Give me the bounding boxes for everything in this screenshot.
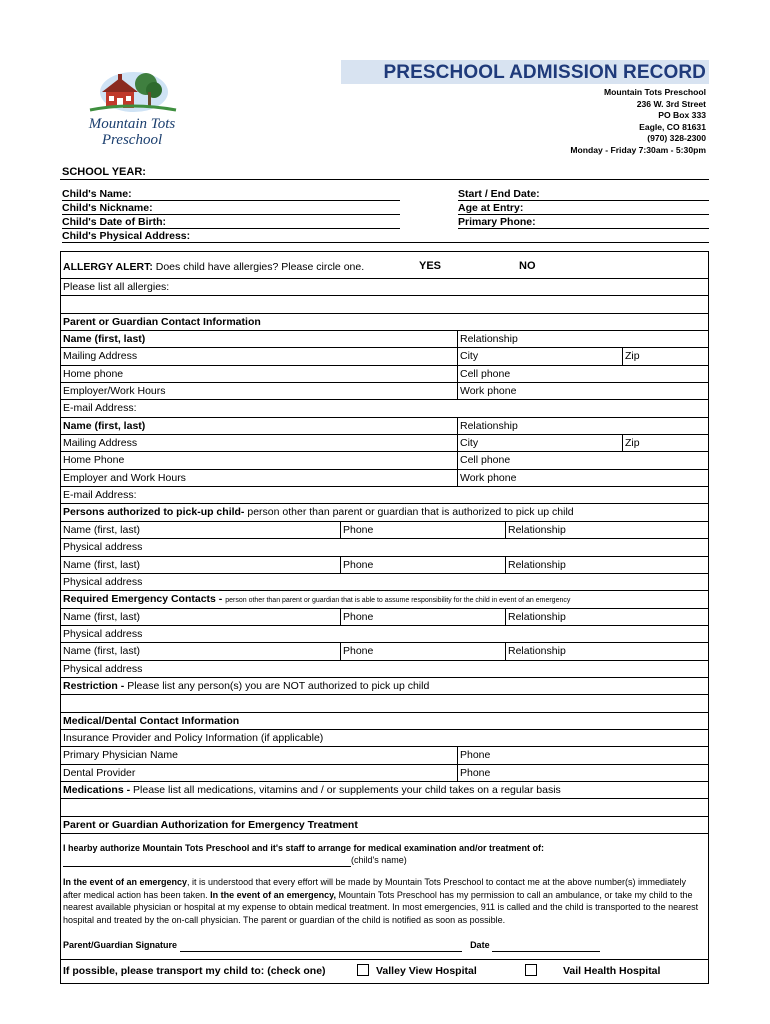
transport-row — [61, 960, 708, 983]
pickup1-address-label: Physical address — [63, 541, 143, 554]
medical-heading-row — [61, 713, 708, 730]
authorization-text-row — [61, 834, 708, 960]
physician-phone-label: Phone — [457, 747, 708, 763]
allergy-list-row[interactable] — [61, 279, 708, 296]
signature-label: Parent/Guardian Signature — [63, 940, 178, 950]
vail-health-label: Vail Health Hospital — [563, 965, 661, 977]
blank-row[interactable] — [61, 296, 708, 313]
allergy-question: ALLERGY ALERT: Does child have allergies? Please circle one. — [63, 261, 365, 273]
parent2-home-phone-label: Home Phone — [63, 454, 125, 467]
parent1-name-row[interactable] — [61, 331, 708, 348]
pickup-heading: Persons authorized to pick-up child- person other than parent or guardian that is authorized to pick up child — [63, 506, 574, 519]
parent1-email-label: E-mail Address: — [63, 402, 137, 415]
pickup2-phone-label: Phone — [340, 557, 505, 573]
restriction-heading: Restriction - Please list any person(s) you are NOT authorized to pick up child — [63, 679, 430, 692]
dental-label: Dental Provider — [63, 766, 136, 779]
school-address — [570, 87, 706, 157]
parent1-work-phone-label: Work phone — [457, 383, 708, 399]
parent2-name-label: Name (first, last) — [63, 419, 146, 432]
parent1-relationship-label: Relationship — [457, 331, 708, 347]
parent1-city-label: City — [457, 348, 622, 364]
school-hours: Monday - Friday 7:30am - 5:30pm — [570, 144, 706, 155]
emergency1-phone-label: Phone — [340, 609, 505, 625]
childs-dob-field[interactable] — [62, 215, 400, 229]
school-logo — [72, 62, 192, 152]
school-name: Mountain Tots Preschool — [603, 87, 706, 97]
parent1-employer-row[interactable] — [61, 383, 708, 400]
dental-phone-label: Phone — [457, 765, 708, 781]
parent1-employer-label: Employer/Work Hours — [63, 385, 166, 398]
school-year-label: SCHOOL YEAR: — [62, 166, 146, 178]
start-end-date-field[interactable] — [458, 187, 709, 201]
parent1-mailing-row[interactable] — [61, 348, 708, 365]
parent2-work-phone-label: Work phone — [457, 470, 708, 486]
authorization-heading-row — [61, 817, 708, 834]
pickup2-name-row[interactable] — [61, 557, 708, 574]
emergency1-relationship-label: Relationship — [505, 609, 708, 625]
pickup-heading-row — [61, 504, 708, 521]
pickup2-address-row[interactable] — [61, 574, 708, 591]
emergency2-relationship-label: Relationship — [505, 643, 708, 659]
schoolhouse-tree-icon — [90, 72, 176, 112]
parent-heading-row — [61, 314, 708, 331]
parent2-email-label: E-mail Address: — [63, 489, 137, 502]
age-at-entry-field[interactable] — [458, 201, 709, 215]
date-field[interactable] — [492, 941, 600, 952]
parent2-employer-label: Employer and Work Hours — [63, 471, 186, 484]
pickup1-name-label: Name (first, last) — [63, 523, 141, 536]
parent1-email-row[interactable] — [61, 400, 708, 417]
primary-phone-label: Primary Phone: — [458, 216, 536, 228]
transport-label: If possible, please transport my child to: (check one) — [63, 965, 326, 977]
childs-name-line[interactable]: (child's name) — [63, 854, 704, 867]
childs-dob-label: Child's Date of Birth: — [62, 216, 166, 228]
pickup2-relationship-label: Relationship — [505, 557, 708, 573]
dental-row[interactable] — [61, 765, 708, 782]
pickup1-name-row[interactable] — [61, 522, 708, 539]
emergency2-name-label: Name (first, last) — [63, 645, 141, 658]
valley-view-label: Valley View Hospital — [376, 965, 477, 977]
school-street: 236 W. 3rd Street — [636, 98, 706, 109]
page-title: PRESCHOOL ADMISSION RECORD — [383, 62, 706, 83]
svg-text:Preschool: Preschool — [101, 132, 163, 148]
authorization-heading: Parent or Guardian Authorization for Emergency Treatment — [63, 818, 358, 831]
parent1-mailing-label: Mailing Address — [63, 350, 138, 363]
valley-view-checkbox[interactable] — [355, 960, 371, 983]
vail-health-checkbox[interactable] — [523, 960, 539, 983]
pickup1-address-row[interactable] — [61, 539, 708, 556]
allergy-list-label: Please list all allergies: — [63, 281, 170, 293]
emergency1-address-row[interactable] — [61, 626, 708, 643]
parent2-city-label: City — [457, 435, 622, 451]
insurance-row[interactable] — [61, 730, 708, 747]
childs-nickname-label: Child's Nickname: — [62, 202, 153, 214]
physician-label: Primary Physician Name — [63, 749, 178, 762]
emergency-paragraph: In the event of an emergency, it is understood that every effort will be made by Mountain Tots Preschool to contact me at the above number(s) immediately after medical action has been taken. In the event of an emergency, Mountain Tots Preschool has my permission to call an ambulance, or take my child to the nearest available physician or hospital at my expense to obtain medical treatment. In most emergencies, 911 is called and the child is transported to the nearest hospital and treated by the on-call physician. The parent or guardian of the child is notified as soon as possible. — [63, 877, 699, 925]
childs-nickname-field[interactable] — [62, 201, 400, 215]
parent1-home-phone-label: Home phone — [63, 367, 124, 380]
emergency2-address-row[interactable] — [61, 661, 708, 678]
school-city: Eagle, CO 81631 — [639, 121, 706, 132]
restriction-blank-row[interactable] — [61, 695, 708, 712]
parent2-email-row[interactable] — [61, 487, 708, 504]
age-at-entry-label: Age at Entry: — [458, 202, 524, 214]
insurance-label: Insurance Provider and Policy Information (if applicable) — [63, 731, 324, 744]
admission-form-table — [60, 251, 709, 984]
allergy-row — [61, 252, 708, 279]
emergency2-name-row[interactable] — [61, 643, 708, 660]
school-phone: (970) 328-2300 — [647, 133, 706, 144]
parent2-cell-phone-label: Cell phone — [457, 452, 708, 468]
parent1-name-label: Name (first, last) — [63, 333, 146, 346]
pickup2-address-label: Physical address — [63, 575, 143, 588]
pickup1-phone-label: Phone — [340, 522, 505, 538]
emergency1-name-row[interactable] — [61, 609, 708, 626]
parent2-zip-label: Zip — [622, 435, 708, 451]
divider — [60, 179, 709, 180]
parent2-relationship-label: Relationship — [457, 418, 708, 434]
parent1-cell-phone-label: Cell phone — [457, 366, 708, 382]
svg-text:Mountain Tots: Mountain Tots — [88, 116, 176, 132]
signature-line[interactable] — [63, 939, 704, 952]
parent1-phone-row[interactable] — [61, 366, 708, 383]
medications-blank-row[interactable] — [61, 799, 708, 816]
parent1-zip-label: Zip — [622, 348, 708, 364]
school-po-box: PO Box 333 — [658, 110, 706, 121]
emergency2-address-label: Physical address — [63, 662, 143, 675]
authorization-line1: I hearby authorize Mountain Tots Preschool and it's staff to arrange for medical examination and/or treatment of: — [63, 843, 545, 853]
emergency-heading-row — [61, 591, 708, 608]
allergy-yes-option[interactable]: YES — [419, 260, 442, 272]
physician-row[interactable] — [61, 747, 708, 764]
medications-heading: Medications - Please list all medications, vitamins and / or supplements your child takes on a regular basis — [63, 783, 561, 796]
parent2-employer-row[interactable] — [61, 470, 708, 487]
date-label: Date — [470, 940, 490, 950]
parent2-mailing-row[interactable] — [61, 435, 708, 452]
childs-name-label: Child's Name: — [62, 188, 132, 200]
allergy-no-option[interactable]: NO — [519, 260, 536, 272]
signature-field[interactable] — [180, 941, 462, 952]
emergency1-address-label: Physical address — [63, 627, 143, 640]
parent2-mailing-label: Mailing Address — [63, 437, 138, 450]
start-end-date-label: Start / End Date: — [458, 188, 540, 200]
primary-phone-field[interactable] — [458, 215, 709, 229]
pickup2-name-label: Name (first, last) — [63, 558, 141, 571]
emergency-heading: Required Emergency Contacts - person other than parent or guardian that is able to assume responsibility for the child in event of an emergency — [63, 593, 571, 606]
parent2-phone-row[interactable] — [61, 452, 708, 469]
emergency2-phone-label: Phone — [340, 643, 505, 659]
medications-heading-row — [61, 782, 708, 799]
childs-name-field[interactable] — [62, 187, 400, 201]
medical-heading: Medical/Dental Contact Information — [63, 714, 240, 727]
emergency1-name-label: Name (first, last) — [63, 610, 141, 623]
pickup1-relationship-label: Relationship — [505, 522, 708, 538]
childs-address-label: Child's Physical Address: — [62, 230, 191, 242]
childs-address-field[interactable] — [62, 229, 709, 243]
restriction-heading-row — [61, 678, 708, 695]
parent2-name-row[interactable] — [61, 418, 708, 435]
parent-heading: Parent or Guardian Contact Information — [63, 315, 261, 328]
